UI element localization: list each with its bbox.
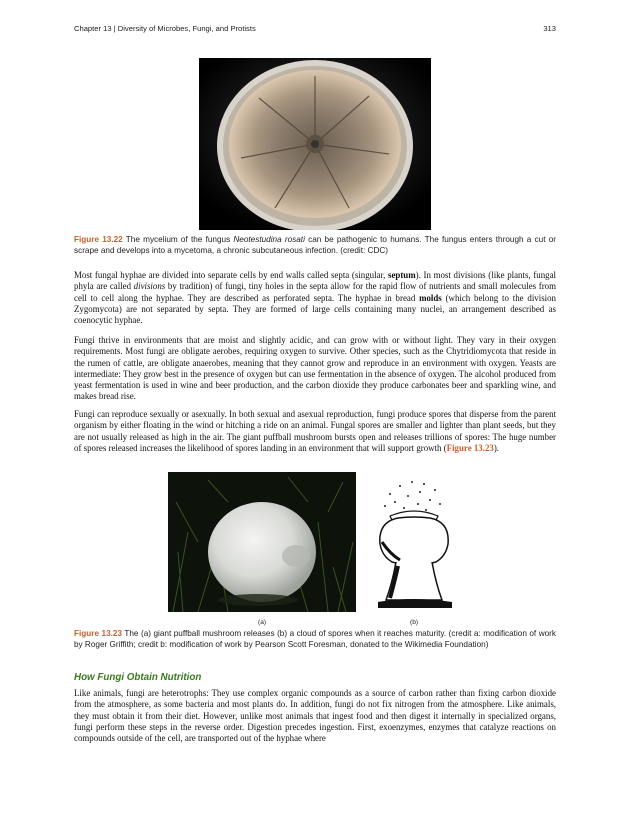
paragraph-reproduction: Fungi can reproduce sexually or asexually. In both sexual and asexual reproduction, fungi produce spores that disperse from the parent organism by either floating in the wind or hitching a ride on an animal. Fungal spores are smaller and lighter than plant seeds, but they are not usually released as high in the air. The giant puffball mushroom bursts open and releases trillions of spores: The huge number of spores released increases the likelihood of spores landing in an environment that will support growth (Figure 13.23). [74,409,556,453]
puffball-illustration [168,472,356,612]
term-molds: molds [419,292,442,303]
section-heading: How Fungi Obtain Nutrition [74,672,202,683]
paragraph-nutrition: Like animals, fungi are heterotrophs: They use complex organic compounds as a source of carbon rather than fixing carbon dioxide from the atmosphere, as some bacteria and most plants do. In addition, fungi do not fix nitrogen from the atmosphere. Like animals, they must obtain it from their diet. However, unlike most animals that ingest food and then digest it internally in specialized organs, fungi perform these steps in the reverse order. Digestion precedes ingestion. First, exoenzymes, enzymes that catalyze reactions on compounds outside of the cell, are transported out of the hyphae where [74,688,556,744]
petri-dish-illustration [199,58,431,230]
figure-13-23-link[interactable]: Figure 13.23 [446,442,494,453]
puffball-photo [168,472,356,612]
figure-label: Figure 13.22 [74,235,123,244]
figure-13-23-caption: Figure 13.23 The (a) giant puffball mushroom releases (b) a cloud of spores when it reaches maturity. (credit a: modification of work by Roger Griffith; credit b: modification of work by Pearson Scott Foresman, donated to the Wikimedia Foundation) [74,629,556,649]
paragraph-environments: Fungi thrive in environments that are moist and slightly acidic, and can grow with or without light. They vary in their oxygen requirements. Most fungi are obligate aerobes, requiring oxygen to survive. Other species, such as the Chytridiomycota that reside in the rumen of cattle, are obligate anaerobes, meaning that they cannot grow and reproduce in an environment with oxygen. Yeasts are intermediate: They grow best in the presence of oxygen but can use fermentation in the absence of oxygen. The alcohol produced from yeast fermentation is used in wine and beer production, and the carbon dioxide they produce carbonates beer and sparkling wine, and makes bread rise. [74,335,556,402]
species-name: Neotestudina rosati [233,235,305,244]
figure-label: Figure 13.23 [74,629,123,638]
paragraph-septa: Most fungal hyphae are divided into separate cells by end walls called septa (singular, septum). In most divisions (like plants, fungal phyla are called divisions by tradition) of fungi, tiny holes in the septa allow for the rapid flow of nutrients and small molecules from cell to cell along the hyphae. They are described as perforated septa. The hyphae in bread molds (which belong to the division Zygomycota) are not separated by septa. They are formed of large cells containing many nuclei, an arrangement described as coenocytic hyphae. [74,270,556,326]
puffball-spores-drawing [360,474,468,612]
spore-cloud-illustration [360,474,468,612]
term-divisions: divisions [133,281,166,292]
figure-13-22-caption: Figure 13.22 The mycelium of the fungus Neotestudina rosati can be pathogenic to humans. The fungus enters through a cut or scrape and develops into a mycetoma, a chronic subcutaneous infection. (credit: CDC) [74,235,556,255]
chapter-title: Chapter 13 | Diversity of Microbes, Fungi, and Protists [74,24,256,33]
term-septum: septum [388,270,416,280]
subfigure-b-label: (b) [410,619,419,626]
subfigure-a-label: (a) [258,619,267,626]
page-number: 313 [543,24,556,33]
petri-dish-photo [199,58,431,230]
